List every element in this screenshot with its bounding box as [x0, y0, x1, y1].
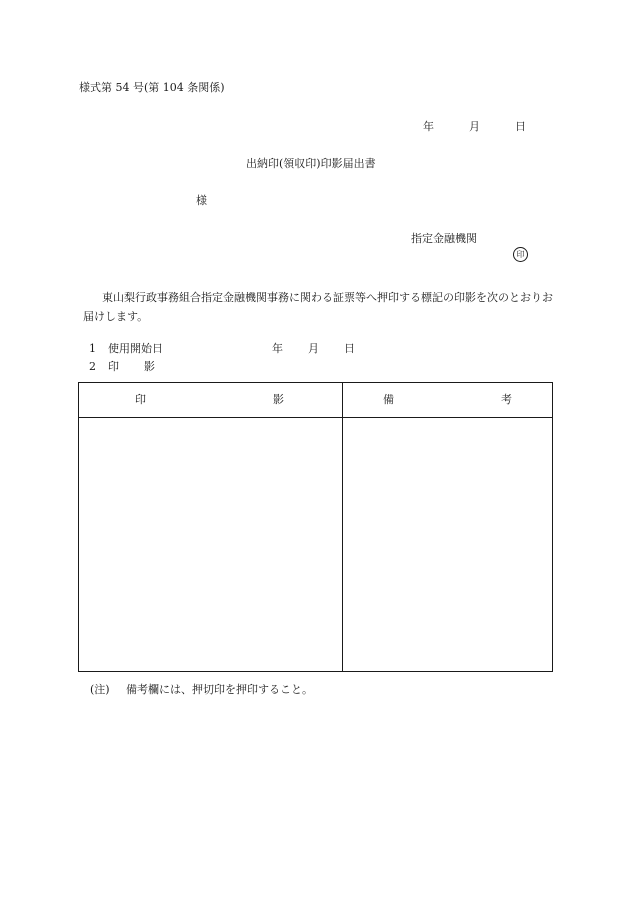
footnote	[90, 683, 313, 697]
header-cell-remarks	[343, 383, 553, 418]
item-start-date	[89, 342, 355, 356]
date-month-label: 月	[469, 120, 480, 133]
item-label: 使用開始日	[108, 342, 163, 355]
item-month-label: 月	[308, 342, 319, 355]
submitter-label: 指定金融機関	[411, 232, 477, 245]
seal-mark: 印	[513, 247, 528, 262]
header-cell-seal-impression	[79, 383, 343, 418]
footnote-prefix: (注)	[90, 683, 110, 696]
item-label-char-1: 印	[108, 360, 119, 373]
item-seal-impression	[89, 360, 155, 374]
date-day-label: 日	[515, 120, 526, 133]
item-number: 2	[89, 360, 96, 373]
body-paragraph: 東山梨行政事務組合指定金融機関事務に関わる証票等へ押印する標記の印影を次のとおりお届けします。	[83, 291, 553, 323]
remarks-cell[interactable]	[343, 418, 553, 672]
header-char: 影	[273, 393, 284, 406]
header-char: 考	[501, 393, 512, 406]
item-number: 1	[89, 342, 96, 355]
addressee-honorific: 様	[196, 194, 207, 207]
item-day-label: 日	[344, 342, 355, 355]
item-year-label: 年	[272, 342, 283, 355]
form-number: 様式第 54 号(第 104 条関係)	[79, 81, 225, 94]
seal-impression-table	[78, 382, 553, 672]
table-header-row	[79, 383, 553, 418]
table-body-row	[79, 418, 553, 672]
footnote-text: 備考欄には、押切印を押印すること。	[126, 683, 313, 696]
document-title: 出納印(領収印)印影届出書	[246, 157, 376, 170]
date-year-label: 年	[423, 120, 434, 133]
header-char: 印	[135, 393, 146, 406]
seal-impression-cell[interactable]	[79, 418, 343, 672]
item-label-char-2: 影	[144, 360, 155, 373]
header-char: 備	[383, 393, 394, 406]
date-line	[423, 120, 526, 134]
